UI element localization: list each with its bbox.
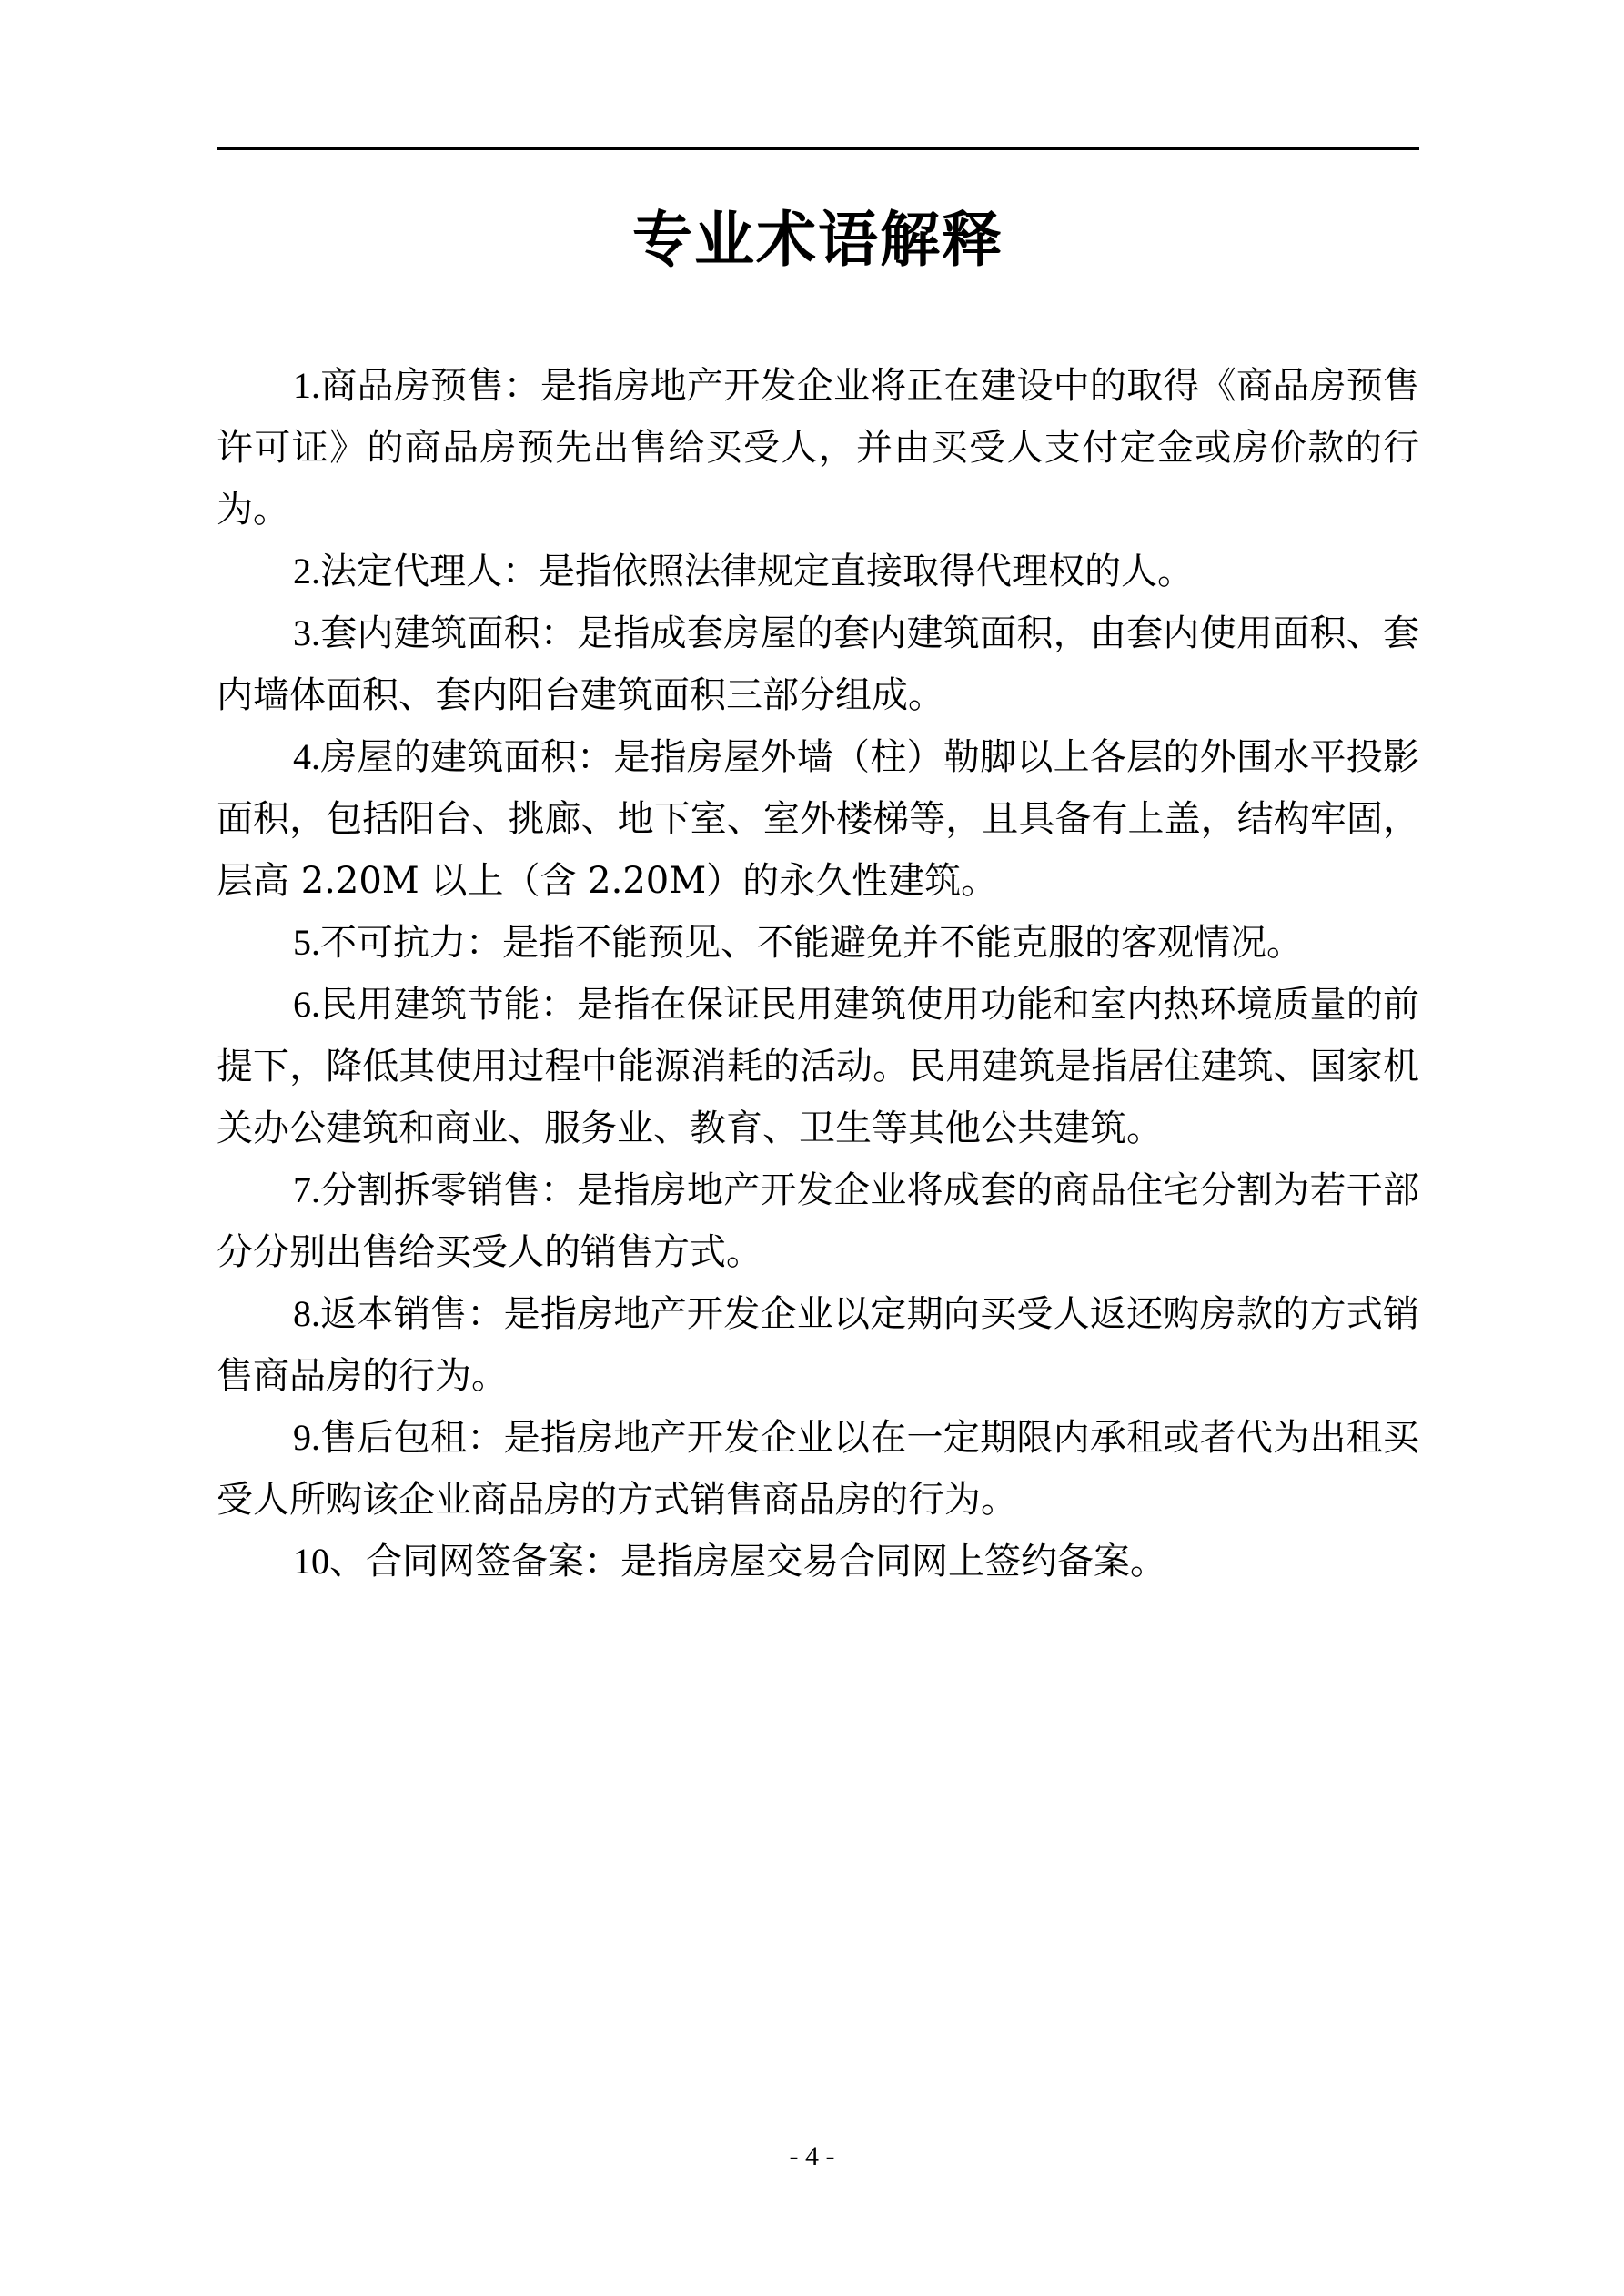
header-rule — [217, 147, 1419, 150]
term-text: 返本销售：是指房地产开发企业以定期向买受人返还购房款的方式销售商品房的行为。 — [217, 1293, 1419, 1397]
term-text: 民用建筑节能：是指在保证民用建筑使用功能和室内热环境质量的前提下，降低其使用过程中能源消耗的活动。民用建筑是指居住建筑、国家机关办公建筑和商业、服务业、教育、卫生等其他公共建筑。 — [217, 984, 1419, 1149]
term-number: 6. — [293, 984, 320, 1025]
page-number: - 4 - — [789, 2141, 835, 2171]
term-text: 房屋的建筑面积：是指房屋外墙（柱）勒脚以上各层的外围水平投影面积，包括阳台、挑廊、地下室、室外楼梯等，且具备有上盖，结构牢固，层高 2.20M 以上（含 2.20M）的永久性建筑。 — [217, 736, 1419, 902]
term-number: 4. — [293, 736, 320, 777]
term-text: 分割拆零销售：是指房地产开发企业将成套的商品住宅分割为若干部分分别出售给买受人的销售方式。 — [217, 1169, 1419, 1273]
term-number: 9. — [293, 1417, 320, 1458]
page-title: 专业术语解释 — [632, 204, 1004, 275]
term-text: 不可抗力：是指不能预见、不能避免并不能克服的客观情况。 — [320, 922, 1303, 964]
term-number: 7. — [293, 1169, 320, 1210]
term-item-2 — [217, 541, 1419, 602]
term-item-1 — [217, 355, 1419, 541]
term-text: 合同网签备案：是指房屋交易合同网上签约备案。 — [366, 1541, 1166, 1583]
term-item-10 — [217, 1531, 1419, 1593]
term-item-9 — [217, 1407, 1419, 1531]
term-number: 8. — [293, 1293, 320, 1334]
term-number: 1. — [293, 365, 320, 406]
term-item-6 — [217, 974, 1419, 1159]
term-item-5 — [217, 912, 1419, 974]
term-text: 商品房预售：是指房地产开发企业将正在建设中的取得《商品房预售许可证》的商品房预先出售给买受人，并由买受人支付定金或房价款的行为。 — [217, 365, 1419, 531]
term-number: 10、 — [293, 1541, 366, 1582]
term-item-7 — [217, 1159, 1419, 1283]
terms-list — [217, 355, 1419, 1593]
term-text: 套内建筑面积：是指成套房屋的套内建筑面积，由套内使用面积、套内墙体面积、套内阳台建筑面积三部分组成。 — [217, 612, 1419, 716]
term-item-8 — [217, 1283, 1419, 1407]
term-item-3 — [217, 602, 1419, 726]
term-item-4 — [217, 726, 1419, 912]
term-text: 售后包租：是指房地产开发企业以在一定期限内承租或者代为出租买受人所购该企业商品房的方式销售商品房的行为。 — [217, 1417, 1419, 1521]
term-number: 2. — [293, 551, 320, 592]
term-number: 5. — [293, 922, 320, 963]
term-text: 法定代理人：是指依照法律规定直接取得代理权的人。 — [320, 551, 1194, 592]
term-number: 3. — [293, 612, 320, 653]
